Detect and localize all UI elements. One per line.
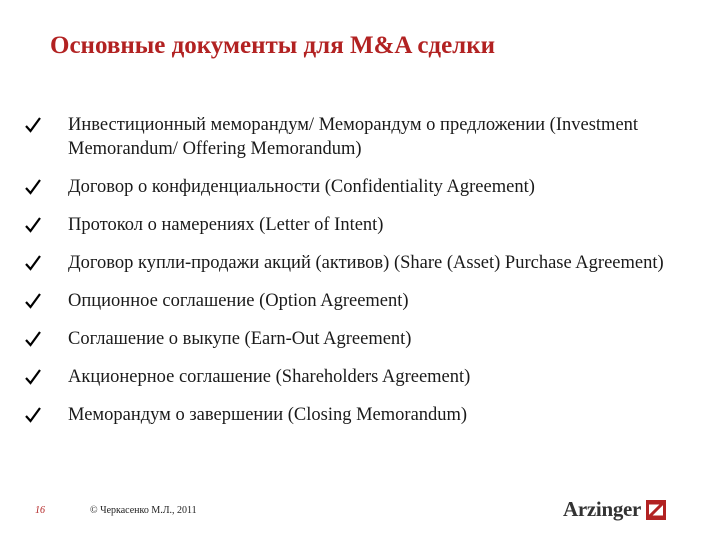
list-item: [22, 365, 702, 389]
checkmark-icon: [24, 113, 42, 137]
checkmark-icon: [24, 213, 42, 237]
list-item-text: Протокол о намерениях (Letter of Intent): [68, 215, 384, 235]
document-list: [22, 113, 702, 441]
list-item: [22, 327, 702, 351]
checkmark-icon: [24, 365, 42, 389]
list-item: [22, 403, 702, 427]
list-item-text: Меморандум о завершении (Closing Memorandum): [68, 405, 468, 425]
page-number: 16: [35, 505, 45, 516]
copyright-note: © Черкасенко М.Л., 2011: [90, 505, 197, 516]
list-item-text: Акционерное соглашение (Shareholders Agreement): [68, 367, 471, 387]
list-item-text: Соглашение о выкупе (Earn-Out Agreement): [68, 329, 412, 349]
list-item: [22, 113, 702, 161]
list-item: [22, 213, 702, 237]
list-item-text: Опционное соглашение (Option Agreement): [68, 291, 409, 311]
checkmark-icon: [24, 327, 42, 351]
checkmark-icon: [24, 251, 42, 275]
checkmark-icon: [24, 289, 42, 313]
list-item: [22, 289, 702, 313]
list-item: [22, 175, 702, 199]
logo-text: Arzinger: [563, 497, 642, 521]
arzinger-logo-icon: [646, 500, 666, 520]
list-item-text: Инвестиционный меморандум/ Меморандум о предложении (Investment Memorandum/ Offering Memorandum): [68, 115, 639, 159]
list-item-text: Договор купли-продажи акций (активов) (Share (Asset) Purchase Agreement): [68, 253, 664, 273]
list-item-text: Договор о конфиденциальности (Confidentiality Agreement): [68, 177, 535, 197]
checkmark-icon: [24, 175, 42, 199]
checkmark-icon: [24, 403, 42, 427]
slide-title: Основные документы для M&A сделки: [50, 32, 496, 59]
list-item: [22, 251, 702, 275]
brand-logo: [563, 497, 666, 522]
